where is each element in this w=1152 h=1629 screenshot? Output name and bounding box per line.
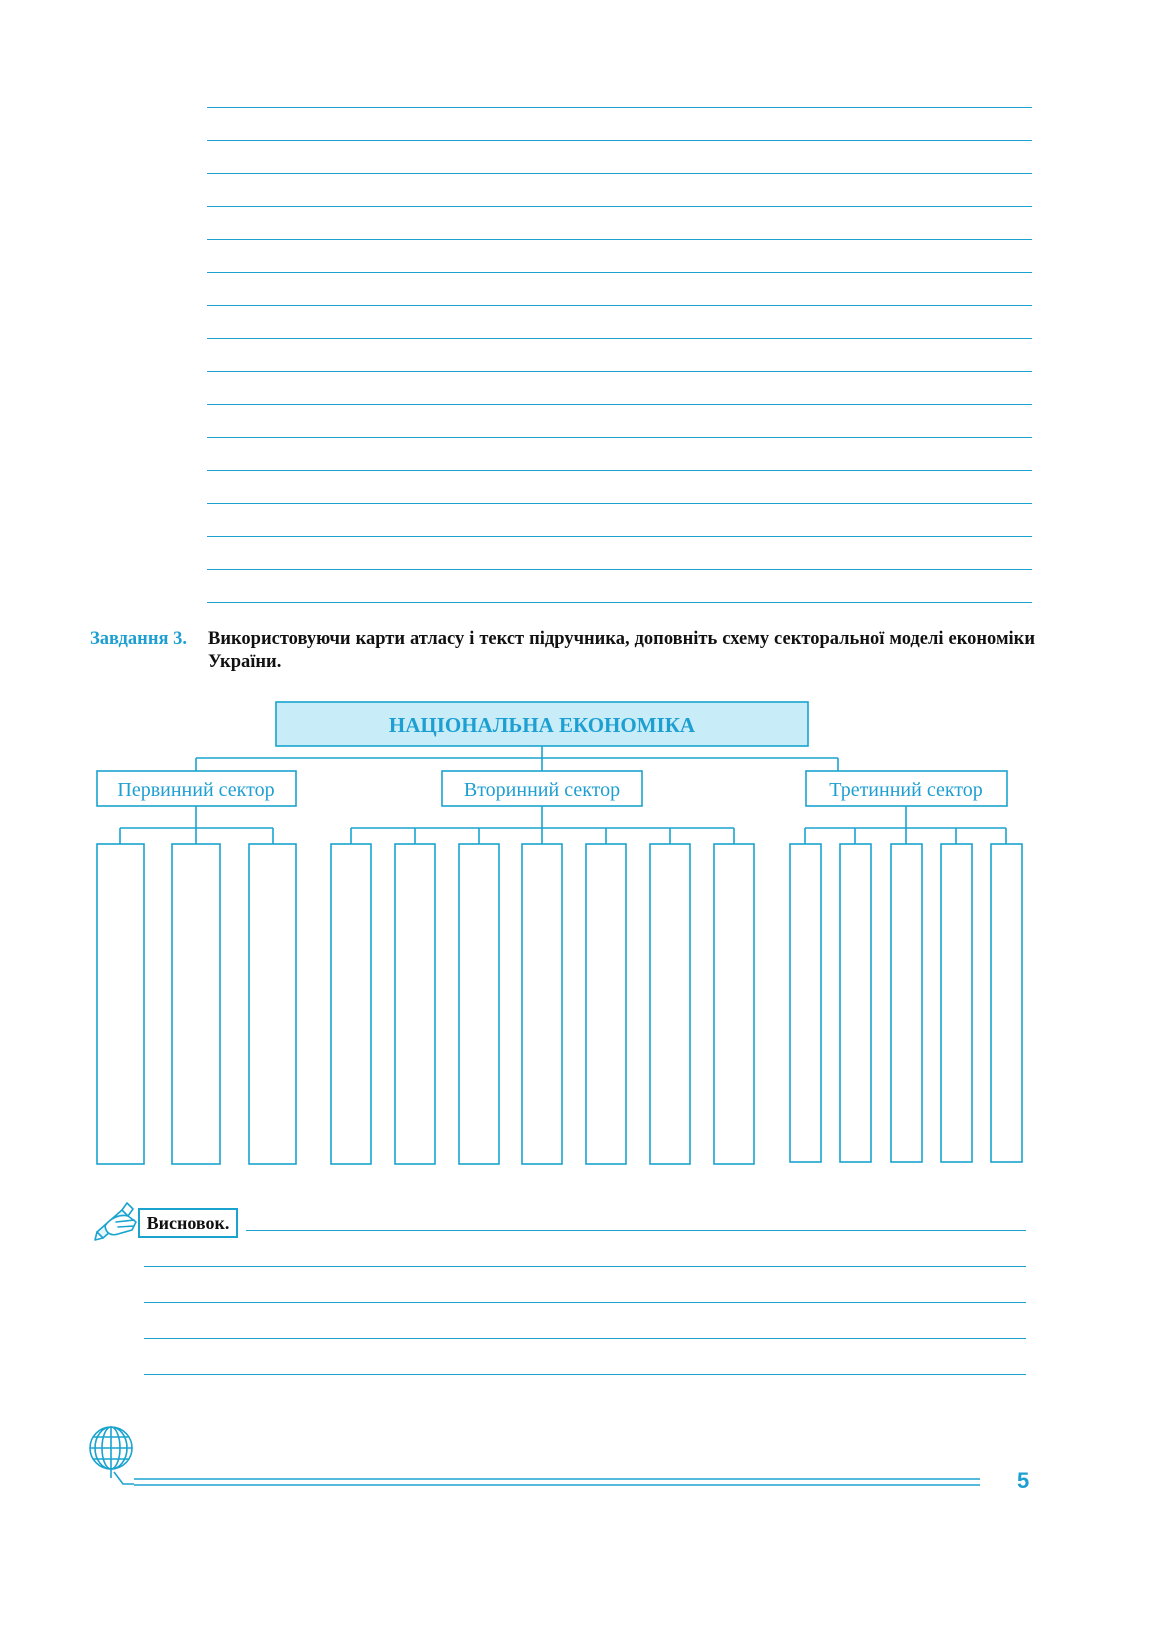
blank-box-secondary-5[interactable] [586, 844, 626, 1164]
blank-box-secondary-3[interactable] [459, 844, 499, 1164]
blank-box-secondary-1[interactable] [331, 844, 371, 1164]
page-number: 5 [1017, 1468, 1030, 1493]
blank-box-tertiary-5[interactable] [991, 844, 1022, 1162]
task-text: Використовуючи карти атласу і текст підручника, доповніть схему секторальної моделі економіки України. [208, 629, 1035, 672]
blank-box-secondary-2[interactable] [395, 844, 435, 1164]
task-label: Завдання 3. [90, 629, 187, 649]
conclusion-line[interactable] [144, 1266, 1026, 1267]
sector-label-secondary: Вторинний сектор [463, 779, 621, 801]
root-label: НАЦІОНАЛЬНА ЕКОНОМІКА [388, 713, 696, 737]
conclusion-line[interactable] [144, 1302, 1026, 1303]
conclusion-label: Висновок. [138, 1208, 238, 1238]
conclusion-line[interactable] [144, 1338, 1026, 1339]
pen-hand-icon [95, 1203, 136, 1240]
blank-box-tertiary-1[interactable] [790, 844, 821, 1162]
blank-box-primary-1[interactable] [97, 844, 144, 1164]
globe-icon [90, 1427, 134, 1484]
blank-box-primary-3[interactable] [249, 844, 296, 1164]
conclusion-line[interactable] [144, 1374, 1026, 1375]
blank-box-tertiary-2[interactable] [840, 844, 871, 1162]
blank-box-secondary-4[interactable] [522, 844, 562, 1164]
sector-label-primary: Первинний сектор [117, 779, 275, 801]
sector-label-tertiary: Третинний сектор [829, 779, 983, 801]
blank-box-tertiary-4[interactable] [941, 844, 972, 1162]
blank-box-tertiary-3[interactable] [891, 844, 922, 1162]
conclusion-line[interactable] [246, 1230, 1026, 1231]
blank-box-primary-2[interactable] [172, 844, 220, 1164]
blank-box-secondary-6[interactable] [650, 844, 690, 1164]
blank-box-secondary-7[interactable] [714, 844, 754, 1164]
